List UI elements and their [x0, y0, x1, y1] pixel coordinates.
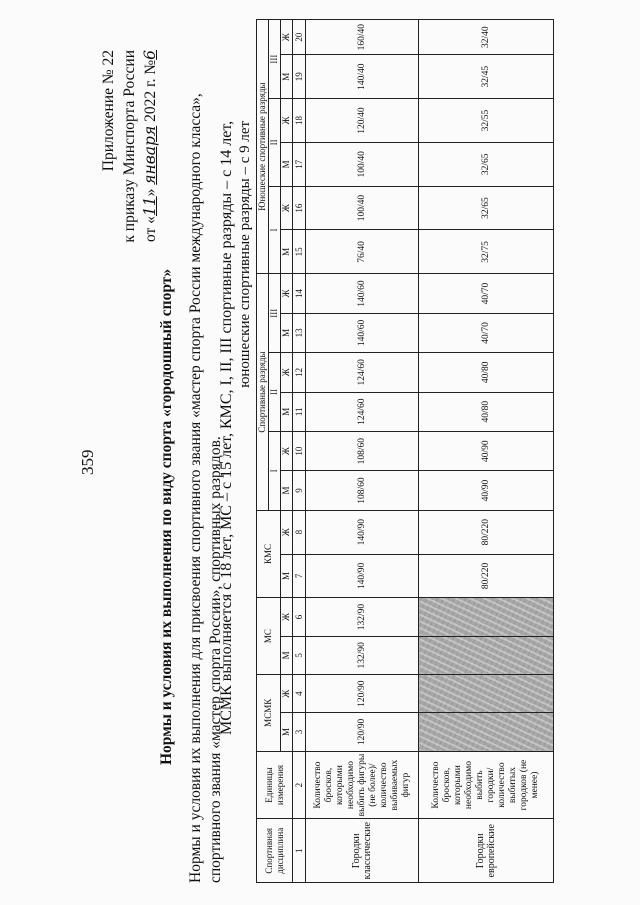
header-youth-I: I — [269, 186, 281, 274]
value-cell: 40/70 — [419, 313, 554, 352]
column-number-cell: 13 — [293, 313, 306, 352]
column-number-row — [293, 20, 306, 883]
value-cell: 108/60 — [306, 471, 419, 510]
appendix-line-2: к приказу Минспорта России — [121, 50, 138, 243]
appendix-line-3 — [140, 50, 161, 243]
value-cell: 140/90 — [306, 554, 419, 598]
header-youth-III: III — [269, 20, 281, 99]
column-number-cell: 10 — [293, 431, 306, 470]
header-gender-cell: М — [281, 313, 293, 352]
header-gender-cell: Ж — [281, 598, 293, 636]
header-gender-cell: Ж — [281, 674, 293, 712]
order-number: 6 — [141, 50, 159, 60]
column-number-cell: 19 — [293, 55, 306, 99]
header-sport-ranks: Спортивные разряды — [257, 274, 269, 510]
value-cell: 140/40 — [306, 55, 419, 99]
header-youth-II: II — [269, 99, 281, 187]
value-cell: 140/60 — [306, 313, 419, 352]
value-cell: 120/40 — [306, 99, 419, 143]
value-cell: 80/220 — [419, 554, 554, 598]
value-cell: 40/80 — [419, 353, 554, 392]
discipline-cell: Городки европейские — [419, 819, 554, 883]
value-cell: 140/90 — [306, 510, 419, 554]
value-cell: 40/70 — [419, 274, 554, 313]
table-row — [306, 20, 419, 883]
column-number-cell: 9 — [293, 471, 306, 510]
header-ms: МС — [257, 598, 281, 675]
order-day: 11 — [141, 196, 159, 217]
header-row-1 — [257, 20, 269, 883]
column-number-cell: 16 — [293, 186, 306, 230]
header-kms: КМС — [257, 510, 281, 598]
column-number-cell: 4 — [293, 674, 306, 712]
intro-line-1: Нормы и условия их выполнения для присвоения спортивного звания «мастер спорта России международного класса», — [187, 93, 204, 883]
header-gender-cell: Ж — [281, 431, 293, 470]
value-cell: 32/55 — [419, 99, 554, 143]
order-date-mid: » — [142, 184, 159, 197]
value-cell: 132/90 — [306, 636, 419, 674]
units-cell: Количество бросков, которыми необходимо выбить городки/ количество выбитых городков (не менее) — [419, 751, 554, 819]
norms-table-wrapper — [256, 19, 554, 883]
header-gender-cell: М — [281, 471, 293, 510]
units-cell: Количество бросков, которыми необходимо выбить фигуры (не более)/ количество выбиваемых фигур — [306, 751, 419, 819]
intro-line-2: спортивного звания «мастер спорта России», спортивных разрядов. — [207, 436, 224, 883]
column-number-cell: 17 — [293, 142, 306, 186]
header-gender-cell: М — [281, 554, 293, 598]
age-requirements — [218, 121, 254, 735]
value-cell: 100/40 — [306, 142, 419, 186]
value-cell: 120/90 — [306, 713, 419, 751]
header-gender-cell: М — [281, 392, 293, 431]
shaded-empty-cell — [419, 674, 554, 712]
value-cell: 32/65 — [419, 142, 554, 186]
value-cell: 80/220 — [419, 510, 554, 554]
header-gender-cell: М — [281, 230, 293, 274]
appendix-block — [98, 50, 161, 243]
column-number-cell: 3 — [293, 713, 306, 751]
column-number-cell: 7 — [293, 554, 306, 598]
column-number-cell: 5 — [293, 636, 306, 674]
document-title: Нормы и условия их выполнения по виду спорта «городошный спорт» — [158, 268, 175, 765]
header-sport-III: III — [269, 274, 281, 353]
column-number-cell: 12 — [293, 353, 306, 392]
value-cell: 40/90 — [419, 471, 554, 510]
header-gender-cell: Ж — [281, 20, 293, 55]
header-sport-I: I — [269, 431, 281, 510]
age-line-2: юношеские спортивные разряды – с 9 лет — [237, 120, 253, 388]
column-number-cell: 2 — [293, 751, 306, 819]
column-number-cell: 11 — [293, 392, 306, 431]
header-gender-cell: Ж — [281, 353, 293, 392]
header-youth-ranks: Юношеские спортивные разряды — [257, 20, 269, 274]
header-discipline: Спортивная дисциплина — [257, 819, 293, 883]
column-number-cell: 6 — [293, 598, 306, 636]
value-cell: 32/45 — [419, 55, 554, 99]
header-gender-cell: М — [281, 142, 293, 186]
value-cell: 40/90 — [419, 431, 554, 470]
age-line-1: МСМК выполняется с 18 лет, МС – с 15 лет, КМС, I, II, III спортивные разряды – с 14 лет, — [218, 120, 235, 735]
value-cell: 124/60 — [306, 392, 419, 431]
header-units: Единицы измерения — [257, 751, 293, 819]
value-cell: 32/40 — [419, 20, 554, 55]
column-number-cell: 15 — [293, 230, 306, 274]
header-gender-cell: Ж — [281, 510, 293, 554]
page-number: 359 — [78, 449, 97, 475]
header-gender-cell: Ж — [281, 186, 293, 230]
shaded-empty-cell — [419, 636, 554, 674]
appendix-line-1: Приложение № 22 — [100, 50, 117, 172]
value-cell: 120/90 — [306, 674, 419, 712]
shaded-empty-cell — [419, 713, 554, 751]
value-cell: 32/65 — [419, 186, 554, 230]
order-month: января — [141, 125, 159, 185]
value-cell: 124/60 — [306, 353, 419, 392]
value-cell: 32/75 — [419, 230, 554, 274]
header-sport-II: II — [269, 353, 281, 432]
order-year: 2022 г. № — [142, 59, 159, 126]
order-date-prefix: от « — [142, 216, 159, 243]
column-number-cell: 18 — [293, 99, 306, 143]
column-number-cell: 8 — [293, 510, 306, 554]
header-gender-cell: Ж — [281, 274, 293, 313]
discipline-cell: Городки классические — [306, 819, 419, 883]
header-gender-cell: М — [281, 713, 293, 751]
column-number-cell: 20 — [293, 20, 306, 55]
column-number-cell: 14 — [293, 274, 306, 313]
table-row — [419, 20, 554, 883]
value-cell: 140/60 — [306, 274, 419, 313]
value-cell: 76/40 — [306, 230, 419, 274]
value-cell: 108/60 — [306, 431, 419, 470]
header-gender-cell: Ж — [281, 99, 293, 143]
value-cell: 40/80 — [419, 392, 554, 431]
column-number-cell: 1 — [293, 819, 306, 883]
header-gender-cell: М — [281, 636, 293, 674]
value-cell: 132/90 — [306, 598, 419, 636]
value-cell: 100/40 — [306, 186, 419, 230]
header-msmk: МСМК — [257, 674, 281, 751]
shaded-empty-cell — [419, 598, 554, 636]
value-cell: 160/40 — [306, 20, 419, 55]
norms-table — [256, 19, 554, 883]
header-gender-cell: М — [281, 55, 293, 99]
